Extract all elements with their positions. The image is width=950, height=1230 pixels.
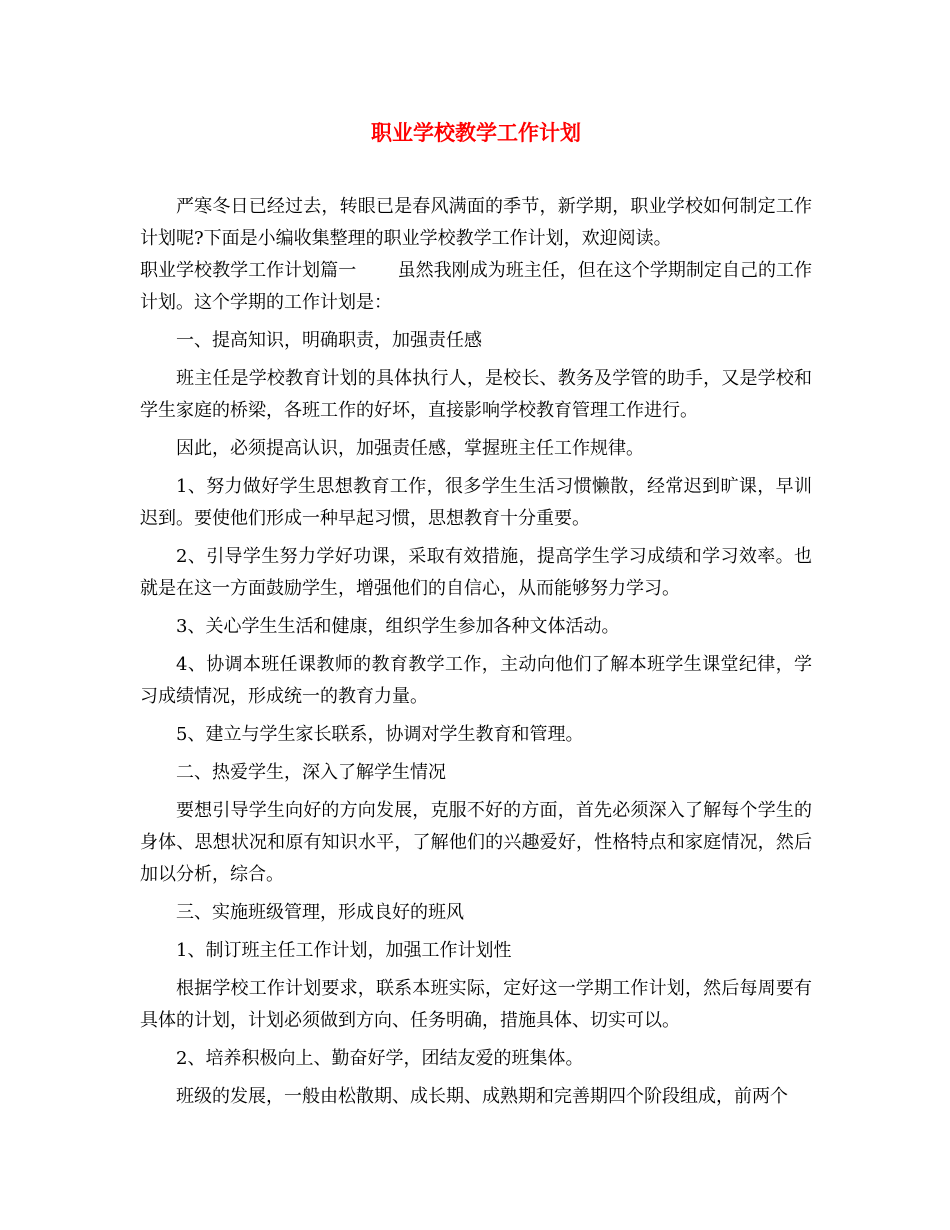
list-item: 3、关心学生生活和健康，组织学生参加各种文体活动。 (176, 616, 620, 637)
intro-paragraph: 严寒冬日已经过去，转眼已是春风满面的季节，新学期，职业学校如何制定工作计划呢?下面是小编收集整理的职业学校教学工作计划，欢迎阅读。 (140, 196, 812, 249)
list-item: 1、制订班主任工作计划，加强工作计划性 (176, 940, 512, 961)
chapter-paragraph (140, 255, 812, 319)
document-page (140, 115, 812, 1119)
list-item: 2、引导学生努力学好功课，采取有效措施，提高学生学习成绩和学习效率。也就是在这一方面鼓励学生，增强他们的自信心，从而能够努力学习。 (140, 546, 812, 599)
paragraph: 根据学校工作计划要求，联系本班实际，定好这一学期工作计划，然后每周要有具体的计划，计划必须做到方向、任务明确，措施具体、切实可以。 (140, 978, 812, 1031)
list-item: 5、建立与学生家长联系，协调对学生教育和管理。 (176, 724, 584, 745)
document-title: 职业学校教学工作计划 (371, 120, 581, 145)
chapter-text: 虽然我刚成为班主任，但在这个学期制定自己的工作计划。这个学期的工作计划是： (140, 260, 813, 313)
paragraph: 要想引导学生向好的方向发展，克服不好的方面，首先必须深入了解每个学生的身体、思想状况和原有知识水平，了解他们的兴趣爱好，性格特点和家庭情况，然后加以分析，综合。 (140, 800, 812, 885)
chapter-label: 职业学校教学工作计划篇一 (140, 260, 357, 281)
heading-3: 三、实施班级管理，形成良好的班风 (176, 902, 464, 923)
heading-1: 一、提高知识，明确职责，加强责任感 (176, 330, 482, 351)
paragraph: 因此，必须提高认识，加强责任感，掌握班主任工作规律。 (176, 438, 644, 459)
paragraph: 班主任是学校教育计划的具体执行人，是校长、教务及学管的助手，又是学校和学生家庭的桥梁，各班工作的好坏，直接影响学校教育管理工作进行。 (140, 368, 812, 421)
list-item: 4、协调本班任课教师的教育教学工作，主动向他们了解本班学生课堂纪律，学习成绩情况，形成统一的教育力量。 (140, 654, 812, 707)
paragraph: 班级的发展，一般由松散期、成长期、成熟期和完善期四个阶段组成，前两个 (176, 1086, 788, 1107)
list-item: 2、培养积极向上、勤奋好学，团结友爱的班集体。 (176, 1048, 584, 1069)
document-body (140, 191, 812, 1113)
heading-2: 二、热爱学生，深入了解学生情况 (176, 762, 446, 783)
list-item: 1、努力做好学生思想教育工作，很多学生生活习惯懒散，经常迟到旷课，早训迟到。要使他们形成一种早起习惯，思想教育十分重要。 (140, 476, 812, 529)
